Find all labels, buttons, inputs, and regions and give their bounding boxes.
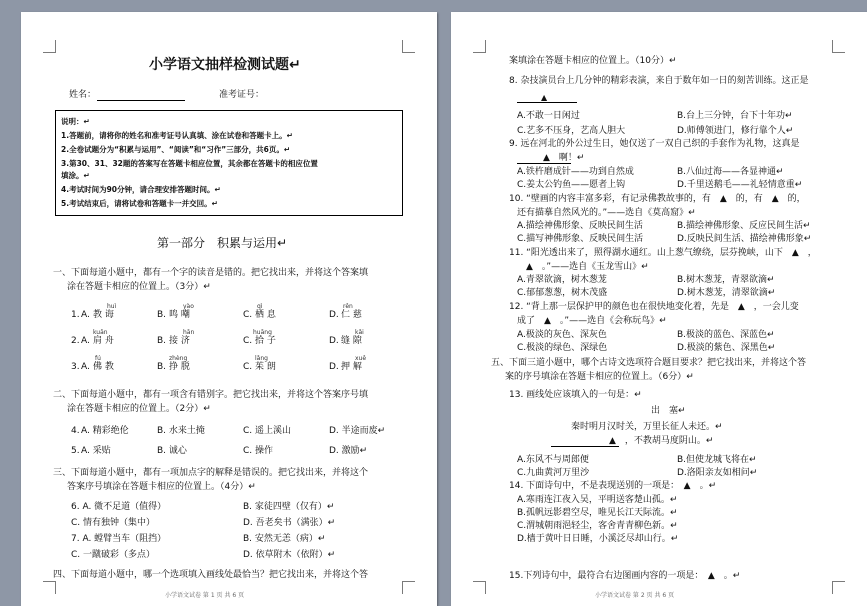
option-letter: D. <box>329 310 339 320</box>
page-footer: 小学语文试卷 第 2 页 共 6 页 <box>595 592 675 599</box>
option: A.寒雨连江夜入吴，平明送客楚山孤。↵ <box>517 495 678 505</box>
option: B. 家徒四壁（仅有）↵ <box>243 502 335 512</box>
option: A. 采贴 <box>81 446 111 456</box>
note-line: 3.第30、31、32题的答案写在答题卡相应位置，其余都在答题卡的相应位置 <box>61 159 318 168</box>
option: C. 情有独钟（集中） <box>71 518 156 528</box>
pinyin: xuě <box>355 355 367 362</box>
question-intro: 案的序号填涂在答题卡相应的位置上。（6分）↵ <box>505 372 694 382</box>
option-word: 拾 子 <box>255 336 276 346</box>
option-letter: D. <box>329 336 339 346</box>
option: B.但使龙城飞将在↵ <box>677 455 757 465</box>
question-intro: 涂在答题卡相应的位置上。（3分）↵ <box>67 282 211 292</box>
item-number: 1. <box>71 310 80 320</box>
option-word: 押 解 <box>341 362 362 372</box>
question-intro: 答案序号填涂在答题卡相应的位置上。（4分）↵ <box>67 482 256 492</box>
page-title: 小学语文抽样检测试题↵ <box>149 57 301 73</box>
question-stem: ▲ 啊！↵ <box>543 153 585 163</box>
pinyin: kuān <box>93 329 108 336</box>
option: C.极淡的绿色、深绿色 <box>517 343 608 353</box>
page-2 <box>451 12 867 606</box>
pinyin: qì <box>257 303 263 310</box>
question-stem: ▲ 。”——选自《玉龙雪山》↵ <box>517 262 649 272</box>
option-word: 挣 脱 <box>169 362 190 372</box>
pinyin: huāng <box>253 329 272 336</box>
crop-mark <box>43 581 56 594</box>
option: D.樯于黄叶日日睡，小溪泛尽却山行。↵ <box>517 534 679 544</box>
option-word: 缝 隙 <box>341 336 362 346</box>
option-word: 仁 慈 <box>341 310 362 320</box>
option-word: 接 济 <box>169 336 190 346</box>
question-stem: 14. 下面诗句中，不是表现送别的一项是： ▲ 。↵ <box>509 481 717 491</box>
question-intro: 一、下面每道小题中，都有一个字的读音是错的。把它找出来，并将这个答案填 <box>53 268 369 278</box>
option: A.不敢一日闲过 <box>517 111 580 121</box>
option: A.东风不与周郎便 <box>517 455 589 465</box>
page-footer: 小学语文试卷 第 1 页 共 6 页 <box>165 592 245 599</box>
question-stem: 8. 杂技演员台上几分钟的精彩表演，来自于数年如一日的刻苦训练。这正是 <box>509 76 809 86</box>
poem-line: 秦时明月汉时关，万里长征人未还。↵ <box>571 422 723 432</box>
option: D. 依草附木（依附）↵ <box>243 550 336 560</box>
crop-mark <box>473 581 486 594</box>
option: C.郁郁葱葱，树木茂盛 <box>517 288 608 298</box>
note-line: 说明：↵ <box>61 117 90 126</box>
pinyin: lǎng <box>255 355 268 362</box>
option: D.树木葱茏，清翠欲滴↵ <box>677 288 776 298</box>
pinyin: fú <box>95 355 101 362</box>
note-line: 填涂。↵ <box>61 171 90 180</box>
option: D.千里送鹅毛——礼轻情意重↵ <box>677 180 803 190</box>
pinyin: zhèng <box>169 355 188 362</box>
option: D.师傅领进门，修行靠个人↵ <box>677 126 794 136</box>
option-letter: B. <box>157 362 167 372</box>
option-letter: B. <box>157 310 167 320</box>
option: A. 精彩绝伦 <box>81 426 129 436</box>
option: D. 激励↵ <box>329 446 368 456</box>
pinyin: hān <box>183 329 195 336</box>
option-letter: D. <box>329 362 339 372</box>
blank-marker: ▲ <box>541 93 548 102</box>
question-stem: 9. 远在河北的外公过生日，她仅送了一双自己织的手套作为礼物，这真是 <box>509 139 800 149</box>
name-blank[interactable] <box>97 100 185 101</box>
question-intro: 三、下面每道小题中，都有一项加点字的解释是错误的。把它找出来，并将这个 <box>53 468 369 478</box>
option: 7. A. 螳臂当车（阻挡） <box>71 534 167 544</box>
option: A.铁杵磨成针——功到自然成 <box>517 167 634 177</box>
question-intro: 二、下面每道小题中，都有一项含有错别字。把它找出来，并将这个答案序号填 <box>53 390 369 400</box>
option: D.反映民间生活、描绘神佛形象↵ <box>677 234 812 244</box>
item-number: 5. <box>71 446 80 456</box>
question-stem: 10. “壁画的内容丰富多彩，有记录佛教故事的，有 ▲ 的，有 ▲ 的， <box>509 194 806 204</box>
option: B. 安然无恙（病）↵ <box>243 534 326 544</box>
option-word: 鸣 嘲 <box>169 310 190 320</box>
question-intro: 四、下面每道小题中，哪一个选项填入画线处最恰当？把它找出来，并将这个答 <box>53 570 369 580</box>
option-word: 肩 舟 <box>93 336 114 346</box>
option: D.洛阳亲友如相问↵ <box>677 468 758 478</box>
crop-mark <box>832 40 845 53</box>
option-word: 佛 教 <box>93 362 114 372</box>
crop-mark <box>402 40 415 53</box>
part-heading: 第一部分 积累与运用↵ <box>157 236 288 250</box>
option-letter: A. <box>81 362 90 372</box>
crop-mark <box>832 581 845 594</box>
option: D. 半途而废↵ <box>329 426 386 436</box>
poem-title: 出 塞↵ <box>651 406 686 416</box>
text-line: 案填涂在答题卡相应的位置上。（10分）↵ <box>509 56 677 66</box>
option: A.极淡的灰色、深灰色 <box>517 330 607 340</box>
question-intro: 涂在答题卡相应的位置上。（2分）↵ <box>67 404 211 414</box>
question-stem: 12. “背上那一层保护甲的颜色也在很快地变化着，先是 ▲ ，一会儿变 <box>509 302 799 312</box>
question-stem: 成了 ▲ 。”——选自《会称玩鸟》↵ <box>517 316 667 326</box>
crop-mark <box>402 581 415 594</box>
question-stem: 15.下列诗句中，最符合右边图画内容的一项是： ▲ 。↵ <box>509 571 741 581</box>
option: B.八仙过海——各显神通↵ <box>677 167 784 177</box>
option: D.极淡的紫色、深黑色↵ <box>677 343 776 353</box>
option: B.台上三分钟，台下十年功↵ <box>677 111 793 121</box>
item-number: 3. <box>71 362 80 372</box>
question-stem: 13. 画线处应该填入的一句是：↵ <box>509 390 642 400</box>
option-letter: C. <box>243 310 253 320</box>
item-number: 2. <box>71 336 80 346</box>
question-intro: 五、下面三道小题中，哪个古诗文选项符合题目要求？把它找出来，并将这个答 <box>491 358 807 368</box>
option-word: 教 诲 <box>93 310 114 320</box>
option: C. 操作 <box>243 446 274 456</box>
note-line: 5.考试结束后，请将试卷和答题卡一并交回。↵ <box>61 199 218 208</box>
option-letter: C. <box>243 336 253 346</box>
option-word: 栖 息 <box>255 310 276 320</box>
option: A.青翠欲滴，树木葱茏 <box>517 275 607 285</box>
option: C.九曲黄河万里沙 <box>517 468 590 478</box>
option: B. 水来土掩 <box>157 426 205 436</box>
question-stem: 还有描摹自然风光的。”——选自《莫高窟》↵ <box>517 208 696 218</box>
crop-mark <box>473 40 486 53</box>
option: B. 诚心 <box>157 446 187 456</box>
option: A.描绘神佛形象、反映民间生活 <box>517 221 643 231</box>
option: B.孤帆远影碧空尽，唯见长江天际流。↵ <box>517 508 678 518</box>
note-line: 4.考试时间为90分钟，请合理安排答题时间。↵ <box>61 185 221 194</box>
option-letter: A. <box>81 336 90 346</box>
option: C.描写神佛形象、反映民间生活 <box>517 234 644 244</box>
crop-mark <box>43 40 56 53</box>
option: B.描绘神佛形象、反应民间生活↵ <box>677 221 811 231</box>
page-1 <box>21 12 437 606</box>
option-letter: C. <box>243 362 253 372</box>
option: C. 一蹴破彩（多点） <box>71 550 156 560</box>
pinyin: rěn <box>343 303 353 310</box>
option: C.渭城朝雨浥轻尘，客舍青青柳色新。↵ <box>517 521 678 531</box>
question-stem: 11. “阳光透出来了，照得湖水通红。山上葱气缭绕，层芬挽峡，山下 ▲ ， <box>509 248 817 258</box>
option-letter: A. <box>81 310 90 320</box>
option-letter: B. <box>157 336 167 346</box>
option: 6. A. 微不足道（值得） <box>71 502 167 512</box>
item-number: 4. <box>71 426 80 436</box>
name-label: 姓名： <box>69 90 97 100</box>
option: B.极淡的蓝色、深蓝色↵ <box>677 330 775 340</box>
exam-no-label: 准考证号： <box>219 90 265 100</box>
poem-line: ▲ ，不教胡马度阴山。↵ <box>609 436 714 446</box>
pinyin: yào <box>183 303 194 310</box>
note-line: 1.答题前，请将你的姓名和准考证号认真填、涂在试卷和答题卡上。↵ <box>61 131 293 140</box>
option: B.树木葱茏，青翠欲滴↵ <box>677 275 775 285</box>
option: C.姜太公钓鱼——愿者上钩 <box>517 180 626 190</box>
pinyin: kǎi <box>355 329 364 336</box>
option: D. 吾老矣书（满张）↵ <box>243 518 336 528</box>
pinyin: huì <box>107 303 117 310</box>
note-line: 2.全卷试题分为“积累与运用”、“阅读”和“习作”三部分，共6页。↵ <box>61 145 291 154</box>
option: C.艺多不压身，艺高人胆大 <box>517 126 626 136</box>
option: C. 遥上溪山 <box>243 426 292 436</box>
option-word: 茱 朗 <box>255 362 276 372</box>
